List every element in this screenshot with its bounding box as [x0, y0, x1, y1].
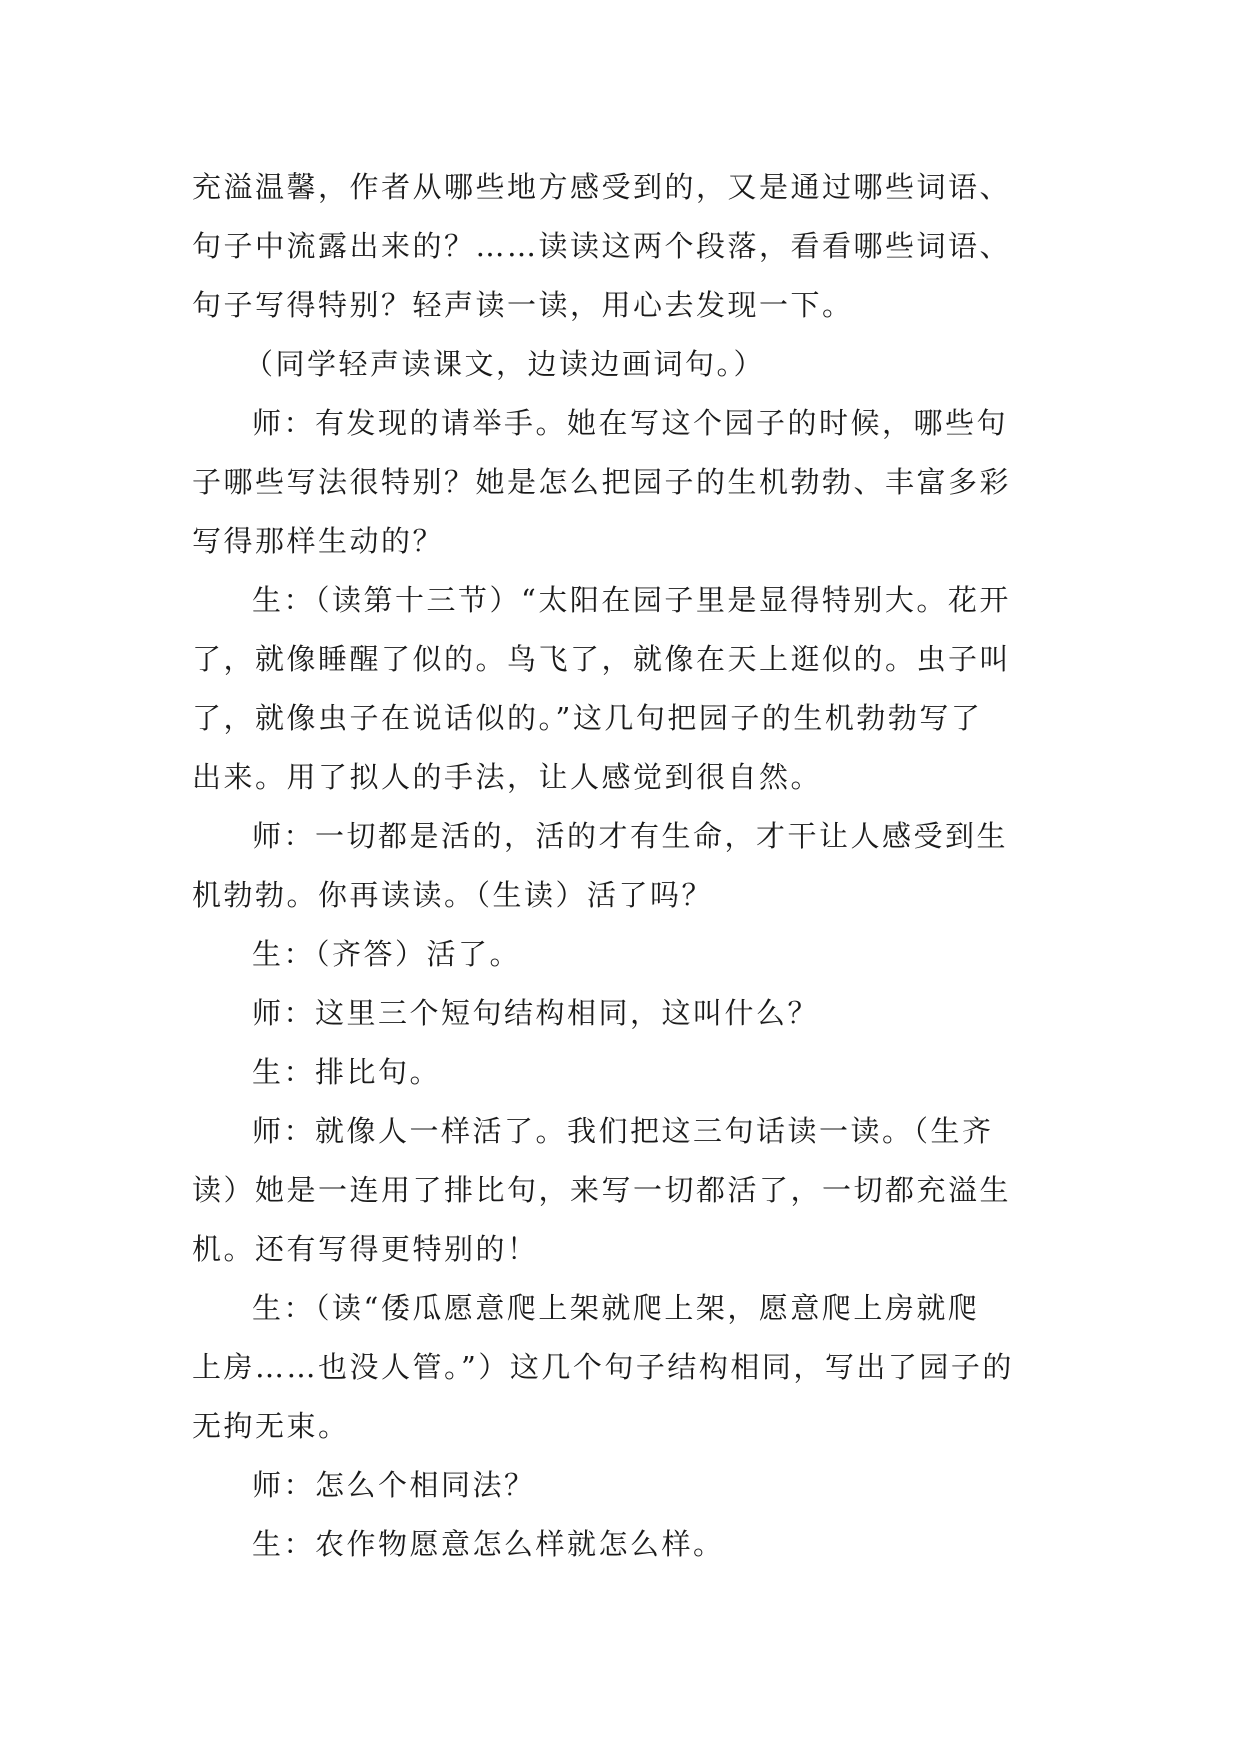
- text-line: 师：就像人一样活了。我们把这三句话读一读。（生齐: [252, 1114, 994, 1148]
- text-line: 机勃勃。你再读读。（生读）活了吗？: [192, 878, 714, 912]
- text-line: 师：怎么个相同法？: [252, 1468, 536, 1502]
- text-line: 生：（读“倭瓜愿意爬上架就爬上架，愿意爬上房就爬: [252, 1291, 980, 1325]
- text-line: 了，就像睡醒了似的。鸟飞了，就像在天上逛似的。虫子叫: [192, 642, 1012, 676]
- text-line: 写得那样生动的？: [192, 524, 445, 558]
- text-line: 上房……也没人管。”）这几个句子结构相同，写出了园子的: [192, 1350, 1014, 1384]
- text-line: 句子中流露出来的？……读读这两个段落，看看哪些词语、: [192, 229, 1012, 263]
- text-line: 了，就像虫子在说话似的。”这几句把园子的生机勃勃写了: [192, 701, 983, 735]
- text-line: 师：有发现的请举手。她在写这个园子的时候，哪些句: [252, 406, 1009, 440]
- text-line: 生：（读第十三节）“太阳在园子里是显得特别大。花开: [252, 583, 1011, 617]
- body-text: [192, 158, 1062, 1574]
- text-line: 生：排比句。: [252, 1055, 442, 1089]
- text-line: 子哪些写法很特别？她是怎么把园子的生机勃勃、丰富多彩: [192, 465, 1012, 499]
- text-line: 师：一切都是活的，活的才有生命，才干让人感受到生: [252, 819, 1009, 853]
- text-line: 机。还有写得更特别的！: [192, 1232, 539, 1266]
- text-line: 句子写得特别？轻声读一读，用心去发现一下。: [192, 288, 854, 322]
- text-line: 生：农作物愿意怎么样就怎么样。: [252, 1527, 725, 1561]
- text-line: 师：这里三个短句结构相同，这叫什么？: [252, 996, 820, 1030]
- text-line: 充溢温馨，作者从哪些地方感受到的，又是通过哪些词语、: [192, 170, 1012, 204]
- text-line: 读）她是一连用了排比句，来写一切都活了，一切都充溢生: [192, 1173, 1012, 1207]
- text-line: 出来。用了拟人的手法，让人感觉到很自然。: [192, 760, 823, 794]
- text-line: 生：（齐答）活了。: [252, 937, 522, 971]
- text-line: （同学轻声读课文，边读边画词句。）: [244, 347, 766, 381]
- text-line: 无拘无束。: [192, 1409, 350, 1443]
